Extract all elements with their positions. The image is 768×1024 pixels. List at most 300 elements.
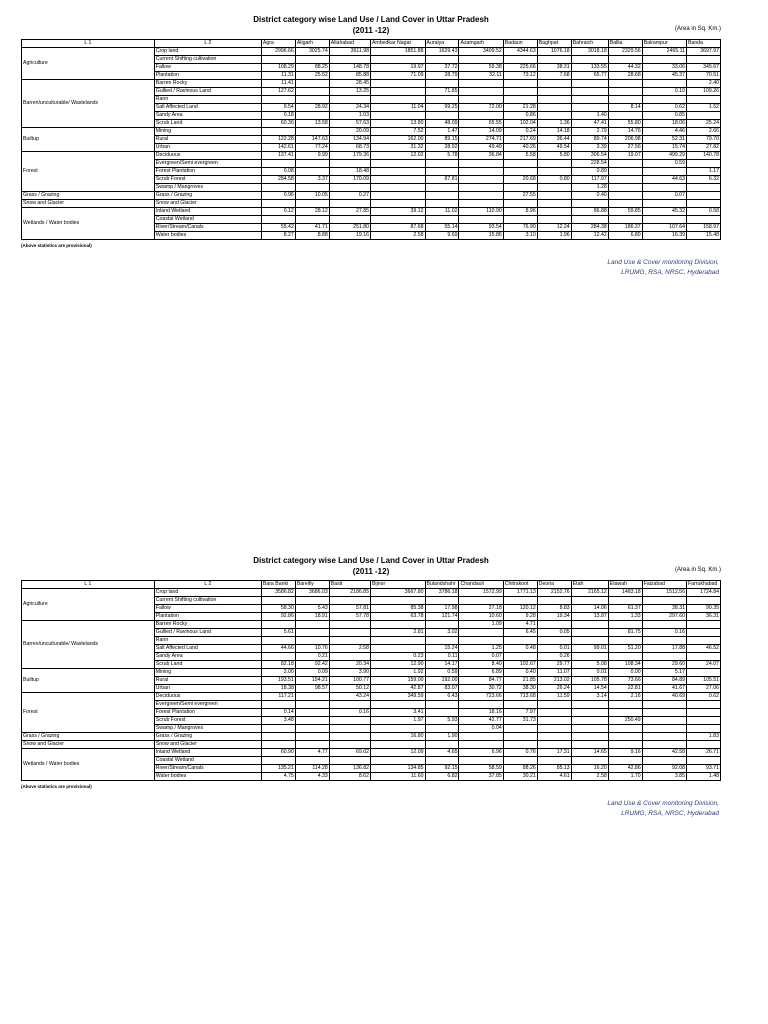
- area-value: 140.78: [686, 152, 720, 160]
- category-l2: Plantation: [154, 613, 261, 621]
- area-value: 24.34: [329, 104, 370, 112]
- table-row: [22, 741, 721, 749]
- area-value: [537, 160, 571, 168]
- area-value: [370, 176, 425, 184]
- area-value: 9.16: [608, 749, 642, 757]
- area-value: [537, 208, 571, 216]
- table-row: [22, 208, 721, 216]
- table-period: (2011 -12): [352, 26, 390, 35]
- area-value: [571, 200, 608, 208]
- area-value: [329, 216, 370, 224]
- area-value: 18.38: [261, 685, 295, 693]
- area-value: [459, 88, 503, 96]
- area-value: [537, 80, 571, 88]
- category-l2: Evergreen/Semi evergreen: [154, 701, 261, 709]
- table-row: [22, 192, 721, 200]
- area-value: 14.17: [425, 661, 459, 669]
- area-value: [261, 701, 295, 709]
- area-value: 14.06: [571, 605, 608, 613]
- area-value: [295, 80, 329, 88]
- area-value: 3667.80: [370, 589, 425, 597]
- area-value: [608, 653, 642, 661]
- category-l2: Scrub Land: [154, 661, 261, 669]
- area-value: 41.71: [295, 224, 329, 232]
- area-value: 2165.12: [571, 589, 608, 597]
- category-l2: Gullied / Ravinous Land: [154, 88, 261, 96]
- area-value: 1.52: [686, 104, 720, 112]
- area-value: 0.16: [642, 629, 686, 637]
- area-value: 499.29: [642, 152, 686, 160]
- area-value: 27.56: [608, 144, 642, 152]
- area-value: [537, 621, 571, 629]
- area-value: 2.58: [329, 645, 370, 653]
- area-value: [503, 701, 537, 709]
- area-value: [537, 216, 571, 224]
- area-value: 25.24: [686, 120, 720, 128]
- area-value: 6.82: [425, 773, 459, 781]
- area-value: 11.02: [425, 208, 459, 216]
- area-value: 3786.18: [425, 589, 459, 597]
- area-value: 159.00: [370, 677, 425, 685]
- area-value: 44.66: [261, 645, 295, 653]
- area-value: [370, 192, 425, 200]
- area-value: 1512.56: [642, 589, 686, 597]
- area-value: [686, 112, 720, 120]
- area-value: 3.39: [571, 144, 608, 152]
- category-l2: Sandy Area: [154, 112, 261, 120]
- district-header: Farrukhabad: [686, 581, 720, 589]
- area-value: [686, 653, 720, 661]
- area-value: 0.24: [503, 128, 537, 136]
- area-value: 88.25: [295, 64, 329, 72]
- table-row: [22, 733, 721, 741]
- area-value: 84.77: [459, 677, 503, 685]
- area-value: 1851.88: [370, 48, 425, 56]
- area-value: 186.37: [608, 224, 642, 232]
- area-value: [503, 216, 537, 224]
- area-value: 120.12: [503, 605, 537, 613]
- area-value: [261, 128, 295, 136]
- area-value: 26.71: [686, 749, 720, 757]
- category-l1: Builtup: [22, 669, 155, 693]
- area-value: 37.85: [459, 773, 503, 781]
- area-value: 12.09: [370, 749, 425, 757]
- area-value: 213.02: [537, 677, 571, 685]
- area-value: 92.86: [261, 613, 295, 621]
- area-value: [261, 741, 295, 749]
- area-value: 38.30: [503, 685, 537, 693]
- area-value: [608, 597, 642, 605]
- area-value: [261, 637, 295, 645]
- area-value: [686, 597, 720, 605]
- area-value: 137.41: [261, 152, 295, 160]
- area-value: [686, 637, 720, 645]
- area-value: 50.12: [329, 685, 370, 693]
- category-l2: Barren Rocky: [154, 621, 261, 629]
- area-value: 85.13: [537, 765, 571, 773]
- area-value: 0.85: [642, 112, 686, 120]
- area-value: [425, 200, 459, 208]
- area-value: [459, 637, 503, 645]
- area-value: 0.10: [642, 88, 686, 96]
- area-value: [503, 168, 537, 176]
- area-value: [459, 80, 503, 88]
- area-value: 8.83: [537, 605, 571, 613]
- area-value: 92.08: [642, 765, 686, 773]
- area-value: 0.11: [425, 653, 459, 661]
- area-value: 15.48: [686, 232, 720, 240]
- area-value: [537, 733, 571, 741]
- area-value: 17.31: [537, 749, 571, 757]
- category-l1: Barren/unculturable/ Wastelands: [22, 621, 155, 669]
- area-value: [329, 629, 370, 637]
- area-value: 32.11: [459, 72, 503, 80]
- area-value: 274.71: [459, 136, 503, 144]
- area-value: 13.80: [370, 120, 425, 128]
- area-value: 14.76: [608, 128, 642, 136]
- area-value: 27.18: [459, 605, 503, 613]
- area-value: [425, 96, 459, 104]
- area-value: 71.85: [425, 88, 459, 96]
- area-value: 297.60: [642, 613, 686, 621]
- category-l2: Snow and Glacier: [154, 741, 261, 749]
- area-value: 43.24: [329, 693, 370, 701]
- area-value: 88.26: [503, 765, 537, 773]
- area-value: [459, 160, 503, 168]
- category-l1: Grass / Grazing: [22, 733, 155, 741]
- category-l2: Grass / Grazing: [154, 733, 261, 741]
- area-value: 148.78: [329, 64, 370, 72]
- area-value: 1076.18: [537, 48, 571, 56]
- area-value: 28.92: [425, 144, 459, 152]
- area-value: 225.66: [503, 64, 537, 72]
- area-value: 73.66: [608, 677, 642, 685]
- area-value: [503, 80, 537, 88]
- area-value: 10.05: [295, 192, 329, 200]
- area-value: 27.82: [686, 144, 720, 152]
- area-value: 76.90: [503, 224, 537, 232]
- area-value: 16.20: [571, 765, 608, 773]
- area-value: [642, 56, 686, 64]
- header-l2: L 2: [154, 581, 261, 589]
- area-value: [571, 629, 608, 637]
- area-value: [459, 733, 503, 741]
- area-value: 2.79: [571, 128, 608, 136]
- category-l2: Water bodies: [154, 773, 261, 781]
- category-l2: Grass / Grazing: [154, 192, 261, 200]
- category-l2: Swamp / Mangroves: [154, 725, 261, 733]
- area-value: 49.54: [537, 144, 571, 152]
- area-value: 122.28: [261, 136, 295, 144]
- area-value: [571, 597, 608, 605]
- area-value: [608, 200, 642, 208]
- area-value: [571, 88, 608, 96]
- area-value: 14.54: [571, 685, 608, 693]
- district-header: Bareilly: [295, 581, 329, 589]
- area-value: 20.34: [329, 661, 370, 669]
- area-value: 1.28: [571, 184, 608, 192]
- area-value: 55.80: [608, 120, 642, 128]
- area-value: [642, 621, 686, 629]
- area-value: [608, 741, 642, 749]
- area-value: [459, 168, 503, 176]
- category-l2: Urban: [154, 144, 261, 152]
- district-header: Basti: [329, 581, 370, 589]
- area-value: [537, 709, 571, 717]
- table-row: [22, 749, 721, 757]
- area-value: [261, 96, 295, 104]
- area-value: 60.90: [261, 749, 295, 757]
- area-value: 45.32: [642, 208, 686, 216]
- area-value: 1629.43: [425, 48, 459, 56]
- area-value: [571, 621, 608, 629]
- area-value: [537, 184, 571, 192]
- area-value: 3.41: [370, 709, 425, 717]
- area-value: 109.26: [686, 88, 720, 96]
- category-l2: Current Shifting cultivation: [154, 597, 261, 605]
- area-value: 1.47: [425, 128, 459, 136]
- area-value: [261, 597, 295, 605]
- area-value: 142.61: [261, 144, 295, 152]
- area-value: 12.42: [571, 232, 608, 240]
- category-l1: Snow and Glacier: [22, 200, 155, 208]
- area-value: 2996.66: [261, 48, 295, 56]
- area-value: [295, 112, 329, 120]
- area-value: 6.80: [608, 232, 642, 240]
- area-value: 117.97: [571, 176, 608, 184]
- provisional-note: (Above statistics are provisional): [21, 784, 92, 789]
- area-value: [261, 56, 295, 64]
- area-value: 92.42: [295, 661, 329, 669]
- area-value: [370, 184, 425, 192]
- area-value: [537, 725, 571, 733]
- area-value: [571, 725, 608, 733]
- area-value: 87.68: [370, 224, 425, 232]
- area-value: 57.78: [329, 613, 370, 621]
- district-header: Etah: [571, 581, 608, 589]
- area-value: 228.54: [571, 160, 608, 168]
- area-value: 1.70: [608, 773, 642, 781]
- area-value: [642, 653, 686, 661]
- area-value: 0.07: [642, 192, 686, 200]
- area-value: 0.08: [261, 168, 295, 176]
- area-value: [295, 597, 329, 605]
- district-header: Agra: [261, 40, 295, 48]
- area-value: 8.14: [608, 104, 642, 112]
- district-header: Allahabad: [329, 40, 370, 48]
- area-value: [459, 184, 503, 192]
- area-value: 58.59: [459, 765, 503, 773]
- area-value: 61.37: [608, 605, 642, 613]
- area-value: 42.58: [642, 749, 686, 757]
- area-value: 12.24: [537, 224, 571, 232]
- area-value: 30.72: [459, 685, 503, 693]
- area-value: 89.74: [571, 136, 608, 144]
- area-value: 16.39: [642, 232, 686, 240]
- area-value: [686, 184, 720, 192]
- area-value: 162.00: [370, 136, 425, 144]
- area-value: [425, 80, 459, 88]
- area-value: 0.05: [537, 629, 571, 637]
- area-value: [329, 597, 370, 605]
- area-value: 2.58: [571, 773, 608, 781]
- category-l1: Builtup: [22, 128, 155, 152]
- area-value: [642, 597, 686, 605]
- area-value: 127.62: [261, 88, 295, 96]
- area-value: 170.09: [329, 176, 370, 184]
- area-value: [295, 693, 329, 701]
- area-value: 193.51: [261, 677, 295, 685]
- area-value: 31.32: [370, 144, 425, 152]
- area-value: [459, 757, 503, 765]
- area-value: [459, 216, 503, 224]
- area-value: 38.31: [642, 605, 686, 613]
- area-value: 10.76: [295, 645, 329, 653]
- area-value: [329, 733, 370, 741]
- area-value: 39.12: [370, 208, 425, 216]
- area-unit-note: (Area in Sq. Km.): [674, 567, 721, 573]
- area-value: 13.58: [295, 120, 329, 128]
- area-value: 33.06: [642, 64, 686, 72]
- category-l2: River/Stream/Canals: [154, 765, 261, 773]
- area-value: 0.96: [261, 192, 295, 200]
- area-value: [503, 88, 537, 96]
- area-value: 1.83: [686, 733, 720, 741]
- area-value: [295, 725, 329, 733]
- area-value: [329, 96, 370, 104]
- area-value: 0.58: [686, 208, 720, 216]
- area-value: 2.16: [608, 693, 642, 701]
- area-value: [608, 168, 642, 176]
- area-value: 45.37: [642, 72, 686, 80]
- area-value: [571, 757, 608, 765]
- area-value: [571, 216, 608, 224]
- area-value: 105.51: [686, 677, 720, 685]
- area-value: 1.36: [537, 120, 571, 128]
- area-value: 8.88: [295, 232, 329, 240]
- area-value: 77.24: [295, 144, 329, 152]
- area-value: [537, 597, 571, 605]
- area-value: [686, 160, 720, 168]
- area-value: 5.08: [571, 661, 608, 669]
- area-value: 9.69: [425, 232, 459, 240]
- area-value: [370, 96, 425, 104]
- area-value: [370, 56, 425, 64]
- category-l2: Forest Plantation: [154, 709, 261, 717]
- area-value: 4.33: [295, 773, 329, 781]
- area-value: 0.80: [537, 176, 571, 184]
- area-value: [537, 88, 571, 96]
- area-value: 1771.13: [503, 589, 537, 597]
- district-header: Deoria: [537, 581, 571, 589]
- area-value: [608, 621, 642, 629]
- area-value: 14.09: [459, 128, 503, 136]
- area-value: 3586.82: [261, 589, 295, 597]
- area-value: 121.74: [425, 613, 459, 621]
- area-value: 5.58: [503, 152, 537, 160]
- category-l2: Scrub Forest: [154, 717, 261, 725]
- area-value: [503, 597, 537, 605]
- area-value: [642, 725, 686, 733]
- category-l1: Agriculture: [22, 48, 155, 80]
- area-value: [261, 216, 295, 224]
- area-value: [295, 717, 329, 725]
- area-value: 93.71: [686, 765, 720, 773]
- category-l2: Fallow: [154, 605, 261, 613]
- table-row: [22, 80, 721, 88]
- area-value: 86.88: [571, 208, 608, 216]
- table-row: [22, 152, 721, 160]
- area-value: [329, 637, 370, 645]
- area-value: [686, 621, 720, 629]
- area-value: 0.62: [686, 693, 720, 701]
- area-value: 5.43: [295, 605, 329, 613]
- area-value: 19.07: [608, 152, 642, 160]
- area-value: 19.97: [370, 64, 425, 72]
- area-value: 0.48: [503, 645, 537, 653]
- area-value: 136.82: [329, 765, 370, 773]
- area-value: 4.77: [295, 749, 329, 757]
- area-value: 17.98: [425, 605, 459, 613]
- table-row: [22, 693, 721, 701]
- area-value: 18.06: [642, 120, 686, 128]
- area-value: [329, 653, 370, 661]
- area-value: [425, 597, 459, 605]
- area-value: 133.55: [571, 64, 608, 72]
- area-value: [329, 184, 370, 192]
- area-value: [686, 669, 720, 677]
- area-value: [503, 56, 537, 64]
- area-value: 82.18: [261, 661, 295, 669]
- area-value: 0.40: [503, 669, 537, 677]
- district-header: Baghpat: [537, 40, 571, 48]
- area-value: 46.52: [686, 645, 720, 653]
- area-value: [642, 200, 686, 208]
- area-value: 9.54: [261, 104, 295, 112]
- area-value: [261, 653, 295, 661]
- area-value: 21.85: [503, 677, 537, 685]
- area-value: 0.00: [608, 669, 642, 677]
- area-value: [686, 741, 720, 749]
- lulc-table-section-2: [21, 555, 721, 819]
- area-value: [642, 184, 686, 192]
- area-value: 55.14: [425, 224, 459, 232]
- area-value: [370, 160, 425, 168]
- district-header: Chandauli: [459, 581, 503, 589]
- area-value: 8.62: [329, 773, 370, 781]
- area-value: 8.40: [459, 661, 503, 669]
- area-value: 42.87: [370, 685, 425, 693]
- area-value: [608, 160, 642, 168]
- table-title: District category wise Land Use / Land Cover in Uttar Pradesh: [253, 15, 489, 24]
- area-value: [459, 629, 503, 637]
- area-value: 6.45: [503, 629, 537, 637]
- area-value: [537, 717, 571, 725]
- area-value: 44.32: [608, 64, 642, 72]
- area-value: 90.35: [686, 605, 720, 613]
- area-value: 83.07: [425, 685, 459, 693]
- category-l2: Sandy Area: [154, 653, 261, 661]
- area-value: 1572.99: [459, 589, 503, 597]
- area-value: 2152.76: [537, 589, 571, 597]
- area-value: [459, 96, 503, 104]
- area-value: [425, 168, 459, 176]
- area-value: 41.67: [642, 685, 686, 693]
- land-use-table: [21, 580, 721, 781]
- area-value: 12.02: [370, 152, 425, 160]
- area-value: [261, 757, 295, 765]
- area-value: [425, 757, 459, 765]
